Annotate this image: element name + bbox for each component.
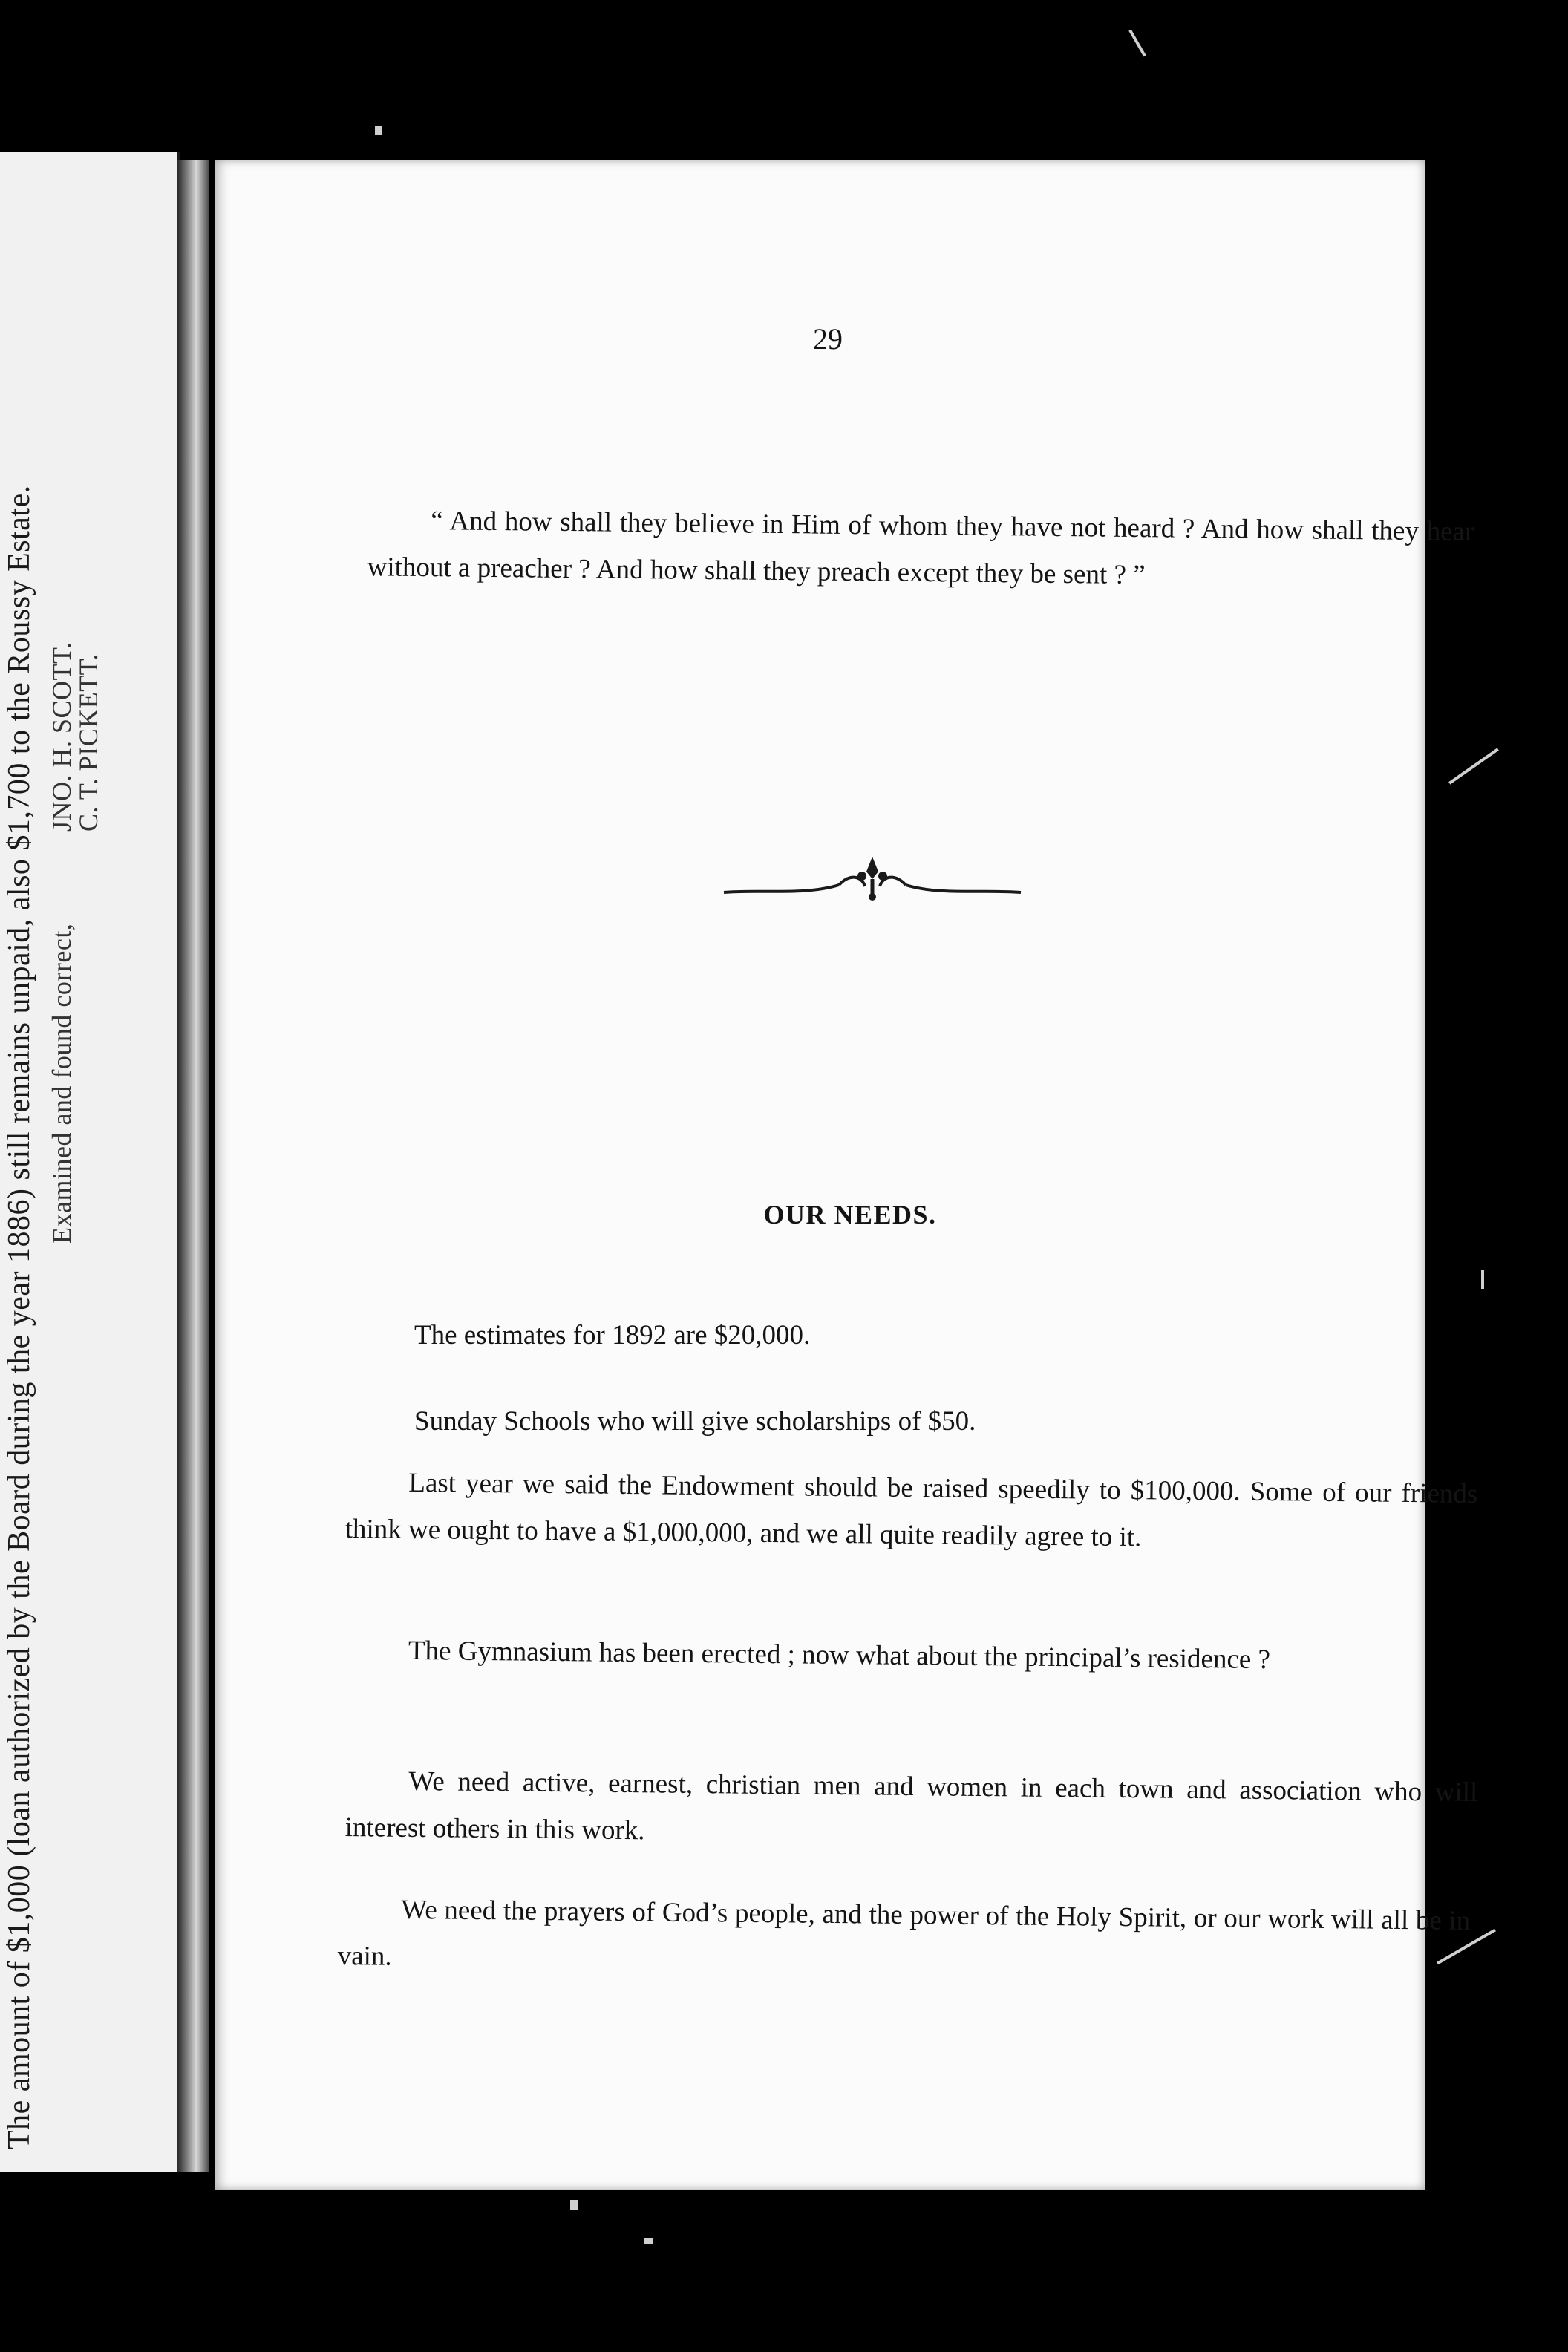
scan-speck	[1481, 1270, 1484, 1289]
scan-speck	[1448, 748, 1499, 784]
book-gutter	[177, 160, 209, 2172]
scan-speck	[570, 2200, 578, 2210]
paragraph: We need active, earnest, christian men and women in each town and association who will interest others in this work.	[344, 1765, 1478, 1846]
facing-page-signer: JNO. H. SCOTT.	[47, 641, 76, 832]
scripture-quote: “ And how shall they believe in Him of whom they have not heard ? And how shall they hear without a preacher ? And how shall they preach except they be sent ? ”	[367, 506, 1474, 591]
paragraph: The estimates for 1892 are $20,000.	[414, 1320, 811, 1350]
scan-speck	[1128, 30, 1146, 57]
page-number: 29	[813, 322, 843, 356]
facing-page-text	[0, 152, 177, 2172]
book-page	[215, 160, 1478, 2190]
paragraph: The Gymnasium has been erected ; now what about the principal’s residence ?	[408, 1635, 1271, 1676]
paragraph: Sunday Schools who will give scholarships of $50.	[414, 1406, 976, 1437]
scan-speck	[644, 2238, 653, 2244]
paragraph: We need the prayers of God’s people, and the power of the Holy Spirit, or our work will all be in vain.	[337, 1894, 1471, 1972]
ornament-divider-icon	[716, 846, 1028, 913]
facing-page-signer: C. T. PICKETT.	[74, 653, 103, 832]
facing-page-line: The amount of $1,000 (loan authorized by the Board during the year 1886) still remains unpaid, also $1,700 to the Roussy Estate.	[2, 485, 36, 2149]
paragraph: Last year we said the Endowment should be raised speedily to $100,000. Some of our friends think we ought to have a $1,000,000, and we all quite readily agree to it.	[344, 1467, 1478, 1553]
facing-page-examined: Examined and found correct,	[47, 923, 76, 1244]
section-heading: OUR NEEDS.	[763, 1200, 937, 1229]
scan-speck	[375, 126, 382, 135]
